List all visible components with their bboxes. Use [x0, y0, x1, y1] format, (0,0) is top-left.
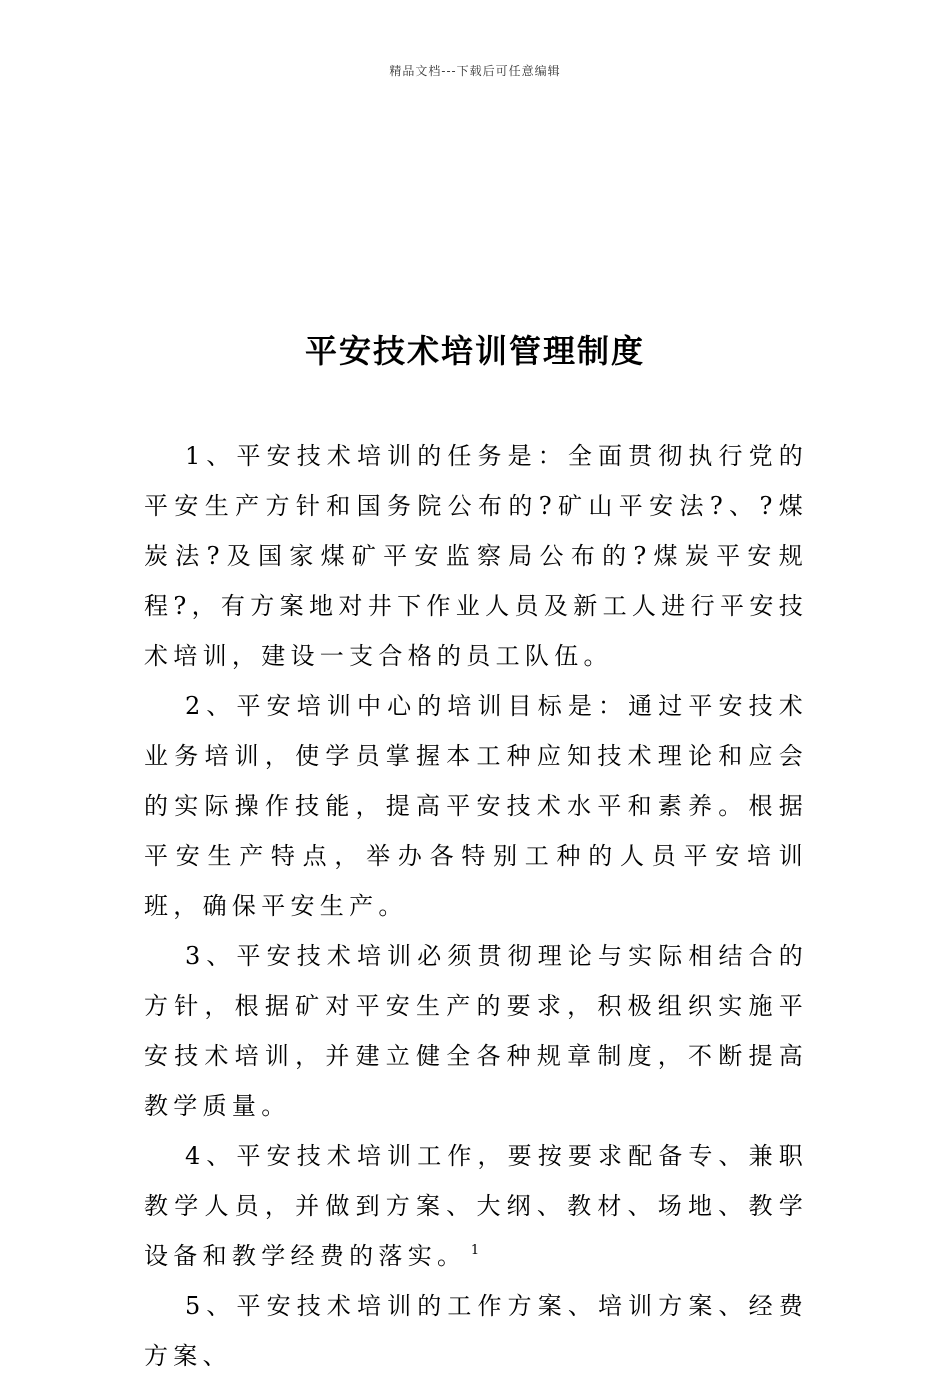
- page-number: 1: [470, 1243, 480, 1258]
- paragraph-2: 2、平安培训中心的培训目标是：通过平安技术业务培训，使学员掌握本工种应知技术理论和应会的实际操作技能，提高平安技术水平和素养。根据平安生产特点，举办各特别工种的人员平安培训班，确保平安生产。: [144, 692, 808, 920]
- paragraph-3: 3、平安技术培训必须贯彻理论与实际相结合的方针，根据矿对平安生产的要求，积极组织实施平安技术培训，并建立健全各种规章制度，不断提高教学质量。: [144, 942, 808, 1120]
- document-title: 平安技术培训管理制度: [304, 332, 645, 370]
- paragraph-1: 1、平安技术培训的任务是：全面贯彻执行党的平安生产方针和国务院公布的?矿山平安法?、?煤炭法?及国家煤矿平安监察局公布的?煤炭平安规程?，有方案地对井下作业人员及新工人进行平安技术培训，建设一支合格的员工队伍。: [144, 442, 808, 670]
- paragraph-5: 5、平安技术培训的工作方案、培训方案、经费方案、: [144, 1292, 808, 1370]
- paragraph-4: 4、平安技术培训工作，要按要求配备专、兼职教学人员，并做到方案、大纲、教材、场地、教学设备和教学经费的落实。: [144, 1142, 808, 1270]
- page-header: 精品文档---下载后可任意编辑: [389, 64, 561, 78]
- document-body: [144, 431, 808, 1381]
